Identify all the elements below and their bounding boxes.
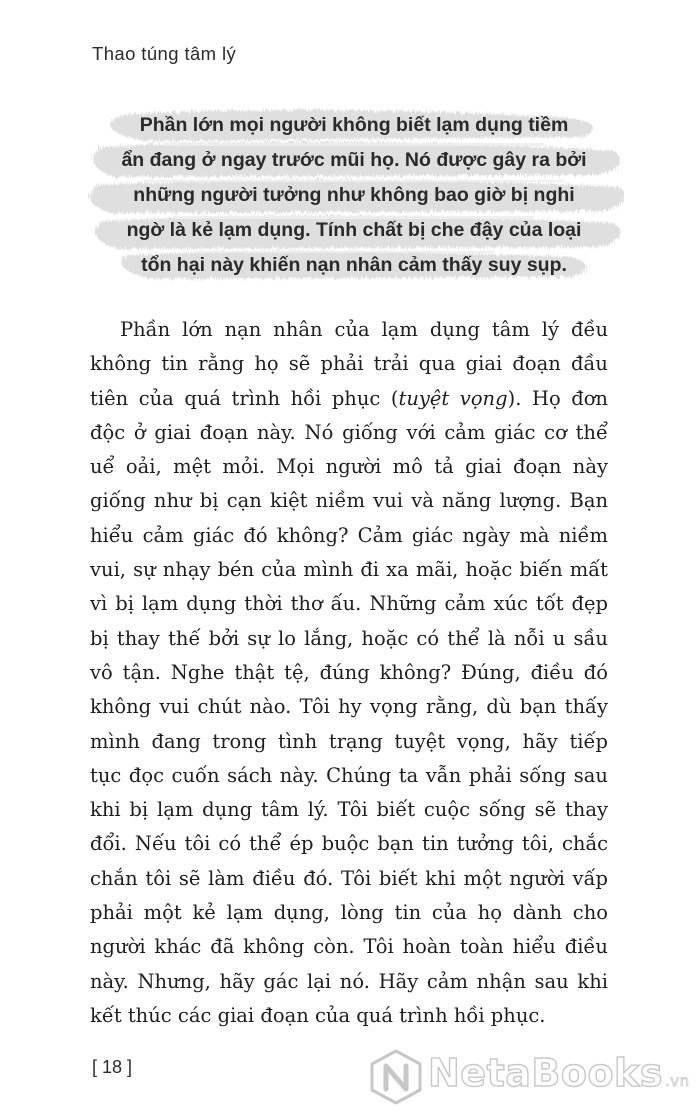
body-line: hiểu cảm giác đó không? Cảm giác ngày mà niềm — [90, 523, 608, 547]
body-line: vui, sự nhạy bén của mình đi xa mãi, hoặc biến mất — [90, 558, 608, 582]
body-line: vô tận. Nghe thật tệ, đúng không? Đúng, điều đó — [90, 660, 608, 684]
quote-line: tổn hại này khiến nạn nhân cảm thấy suy sụp. — [141, 254, 567, 276]
body-line: này. Nhưng, hãy gác lại nó. Hãy cảm nhận sau khi — [90, 969, 608, 993]
body-line: người khác đã không còn. Tôi hoàn toàn hiểu điều — [90, 935, 608, 959]
body-line: không tin rằng họ sẽ phải trải qua giai đoạn đầu — [90, 352, 608, 376]
body-paragraph — [90, 313, 608, 1033]
pull-quote-text — [84, 103, 624, 283]
quote-line: những người tưởng như không bao giờ bị nghi — [133, 184, 575, 206]
body-line: Phần lớn nạn nhân của lạm dụng tâm lý đều — [120, 318, 608, 341]
running-header-title: Thao túng tâm lý — [92, 43, 237, 64]
watermark-brand — [428, 1051, 690, 1095]
body-line-segment: ). Họ đơn — [507, 386, 608, 410]
quote-line: ẩn đang ở ngay trước mũi họ. Nó được gây ra bởi — [121, 149, 587, 171]
body-line: chắn tôi sẽ làm điều đó. Tôi biết khi một người vấp — [90, 866, 608, 890]
body-line: phải một kẻ lạm dụng, lòng tin của họ dành cho — [90, 901, 608, 925]
body-line: tục đọc cuốn sách này. Chúng ta vẫn phải sống sau — [90, 763, 608, 787]
body-line: uể oải, mệt mỏi. Mọi người mô tả giai đoạn này — [90, 455, 608, 479]
quote-line: ngờ là kẻ lạm dụng. Tính chất bị che đậy của loại — [126, 219, 582, 241]
body-line-segment: tiên của quá trình hồi phục ( — [90, 386, 399, 410]
italic-term: tuyệt vọng — [398, 386, 508, 410]
watermark-brand-name: NetaBooks — [428, 1051, 663, 1095]
body-line: bị thay thế bởi sự lo lắng, hoặc có thể là nỗi u sầu — [90, 626, 608, 650]
body-line: mình đang trong tình trạng tuyệt vọng, hãy tiếp — [90, 729, 608, 753]
body-line: độc ở giai đoạn này. Nó giống với cảm giác cơ thể — [90, 420, 608, 444]
body-line: giống như bị cạn kiệt niềm vui và năng lượng. Bạn — [90, 489, 608, 513]
body-line — [90, 382, 608, 416]
body-line: khi bị lạm dụng tâm lý. Tôi biết cuộc sống sẽ thay — [90, 798, 608, 822]
quote-line: Phần lớn mọi người không biết lạm dụng tiềm — [139, 114, 569, 136]
pull-quote — [84, 103, 624, 285]
body-line: kết thúc các giai đoạn của quá trình hồi phục. — [90, 1003, 546, 1027]
page-number: [ 18 ] — [92, 1057, 133, 1077]
netabooks-n-logo-icon — [368, 1049, 424, 1105]
watermark-tld: .vn — [664, 1072, 690, 1090]
netabooks-watermark — [368, 1045, 688, 1107]
body-line: đổi. Nếu tôi có thể ép buộc bạn tin tưởng tôi, chắc — [90, 832, 608, 856]
body-line: vì bị lạm dụng thời thơ ấu. Những cảm xúc tốt đẹp — [90, 592, 608, 616]
body-line: không vui chút nào. Tôi hy vọng rằng, dù bạn thấy — [90, 695, 608, 719]
